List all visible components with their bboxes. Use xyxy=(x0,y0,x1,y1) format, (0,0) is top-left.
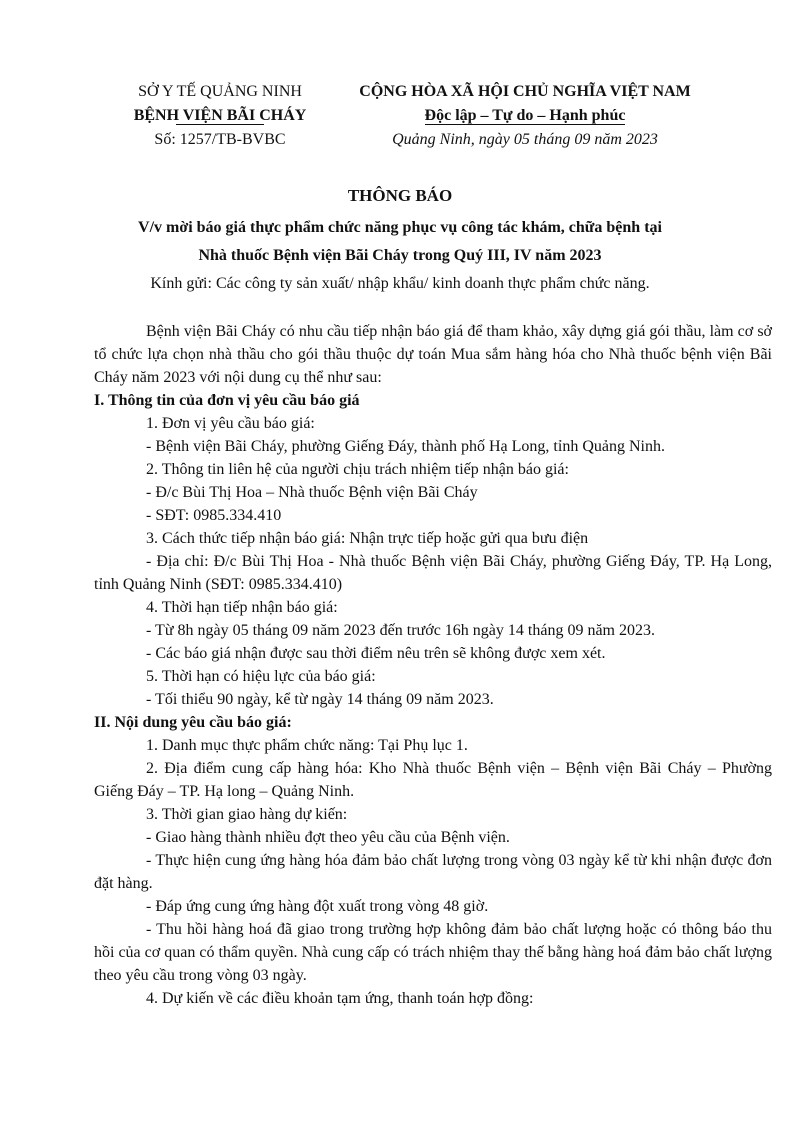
goods-list-item: 1. Danh mục thực phẩm chức năng: Tại Phụ lục 1. xyxy=(146,737,468,754)
delivery-term: - Giao hàng thành nhiều đợt theo yêu cầu của Bệnh viện. xyxy=(146,829,510,846)
issue-date: Quảng Ninh, ngày 05 tháng 09 năm 2023 xyxy=(392,131,658,148)
document-number: Số: 1257/TB-BVBC xyxy=(154,131,286,148)
section-1-line: 4. Thời hạn tiếp nhận báo giá: xyxy=(146,599,338,616)
recall-term: - Thu hồi hàng hoá đã giao trong trường hợp không đảm bảo chất lượng hoặc có thông báo thu hồi của cơ quan có thẩm quyền. Nhà cung cấp có trách nhiệm thay thế bằng hàng hoá đảm bảo chất lượng theo yêu cầu trong vòng 03 ngày. xyxy=(94,921,772,984)
motto-underline xyxy=(425,124,625,125)
issuer-underline xyxy=(176,124,264,125)
issuer-block xyxy=(110,80,330,152)
section-1-line: 3. Cách thức tiếp nhận báo giá: Nhận trực tiếp hoặc gửi qua bưu điện xyxy=(146,530,589,547)
contact-address: - Địa chỉ: Đ/c Bùi Thị Hoa - Nhà thuốc Bệnh viện Bãi Cháy, phường Giếng Đáy, TP. Hạ Long, tỉnh Quảng Ninh (SĐT: 0985.334.410) xyxy=(94,553,772,593)
section-1-line: 5. Thời hạn có hiệu lực của báo giá: xyxy=(146,668,376,685)
section-1-line: 1. Đơn vị yêu cầu báo giá: xyxy=(146,415,315,432)
section-1-line: - Tối thiểu 90 ngày, kể từ ngày 14 tháng 09 năm 2023. xyxy=(146,691,494,708)
country-name: CỘNG HÒA XÃ HỘI CHỦ NGHĨA VIỆT NAM xyxy=(359,83,691,100)
delivery-location: 2. Địa điểm cung cấp hàng hóa: Kho Nhà thuốc Bệnh viện – Bệnh viện Bãi Cháy – Phường Giếng Đáy – TP. Hạ long – Quảng Ninh. xyxy=(94,760,772,800)
hospital-name: BỆNH VIỆN BÃI CHÁY xyxy=(133,107,307,124)
delivery-term: - Thực hiện cung ứng hàng hóa đảm bảo chất lượng trong vòng 03 ngày kể từ khi nhận được đơn đặt hàng. xyxy=(94,852,772,892)
delivery-term: - Đáp ứng cung ứng hàng đột xuất trong vòng 48 giờ. xyxy=(146,898,489,915)
delivery-time-heading: 3. Thời gian giao hàng dự kiến: xyxy=(146,806,348,823)
section-1-line: - Bệnh viện Bãi Cháy, phường Giếng Đáy, thành phố Hạ Long, tỉnh Quảng Ninh. xyxy=(146,438,665,455)
document-body xyxy=(94,320,772,1010)
section-1-line: - Từ 8h ngày 05 tháng 09 năm 2023 đến trước 16h ngày 14 tháng 09 năm 2023. xyxy=(146,622,655,639)
subject-line-1: V/v mời báo giá thực phẩm chức năng phục vụ công tác khám, chữa bệnh tại xyxy=(138,219,662,236)
section-2-heading: II. Nội dung yêu cầu báo giá: xyxy=(94,714,292,731)
section-1-line: - Đ/c Bùi Thị Hoa – Nhà thuốc Bệnh viện Bãi Cháy xyxy=(146,484,478,501)
section-1-line: 2. Thông tin liên hệ của người chịu trách nhiệm tiếp nhận báo giá: xyxy=(146,461,569,478)
intro-paragraph: Bệnh viện Bãi Cháy có nhu cầu tiếp nhận báo giá để tham khảo, xây dựng giá gói thầu, làm cơ sở tổ chức lựa chọn nhà thầu cho gói thầu thuộc dự toán Mua sắm hàng hóa cho Nhà thuốc bệnh viện Bãi Cháy năm 2023 với nội dung cụ thể như sau: xyxy=(94,323,772,386)
document-title: THÔNG BÁO xyxy=(347,186,453,205)
national-motto: Độc lập – Tự do – Hạnh phúc xyxy=(424,107,626,124)
subject-line-2: Nhà thuốc Bệnh viện Bãi Cháy trong Quý III, IV năm 2023 xyxy=(198,247,602,264)
section-1-line: - Các báo giá nhận được sau thời điểm nêu trên sẽ không được xem xét. xyxy=(146,645,606,662)
payment-terms-heading: 4. Dự kiến về các điều khoản tạm ứng, thanh toán hợp đồng: xyxy=(146,990,534,1007)
agency-name: SỞ Y TẾ QUẢNG NINH xyxy=(138,83,302,100)
national-block xyxy=(340,80,710,152)
recipient-line: Kính gửi: Các công ty sản xuất/ nhập khẩu/ kinh doanh thực phẩm chức năng. xyxy=(150,275,650,292)
section-1-heading: I. Thông tin của đơn vị yêu cầu báo giá xyxy=(94,392,360,409)
section-1-line: - SĐT: 0985.334.410 xyxy=(146,507,282,524)
